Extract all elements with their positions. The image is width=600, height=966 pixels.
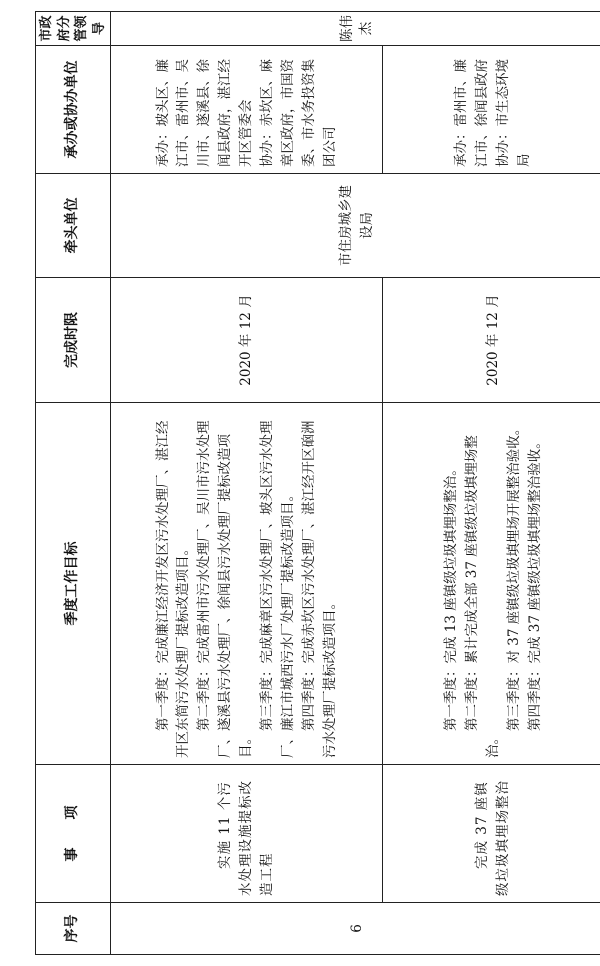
header-responsible: 承办或协办单位 [36,46,111,174]
goal-q3: 第三季度：完成麻章区污水处理厂、坡头区污水处理厂、廉江市城西污水厂处理厂提标改造项目。 [259,420,297,758]
leader-name: 陈伟杰 [111,12,600,46]
goal-q4: 第四季度：完成赤坎区污水处理厂、湛江经开区硇洲污水处理厂提标改造项目。 [300,420,338,758]
header-lead-unit: 牵头单位 [36,174,111,278]
responsible-assist: 协办：市生态环境局 [495,59,533,167]
responsible-cell [383,46,600,174]
item-name: 实施 11 个污水处理设施提标改造工程 [111,765,383,903]
table-row [111,12,383,955]
goal-q4: 第四季度：完成 37 座镇级垃圾填埋场整治验收。 [526,435,543,731]
deadline: 2020 年 12 月 [383,278,600,403]
header-deadline: 完成时限 [36,278,111,403]
header-seq: 序号 [36,903,111,955]
goal-q1: 第一季度：完成廉江经济开发区污水处理厂、湛江经开区东简污水处理厂提标改造项目。 [154,420,192,758]
header-row [36,12,111,955]
responsible-host: 承办：雷州市、廉江市、徐闻县政府 [453,59,491,167]
rotated-table-wrapper [35,12,583,955]
task-table [35,11,600,955]
lead-unit: 市住房城乡建设局 [111,174,600,278]
goal-q2: 第二季度：累计完成全部 37 座镇级垃圾填埋场整治。 [463,435,501,758]
item-name: 完成 37 座镇级垃圾填埋场整治 [383,765,600,903]
goal-q2: 第二季度：完成雷州市污水处理厂、吴川市污水处理厂、遂溪县污水处理厂、徐闻县污水处理厂提标改造项目。 [196,420,255,758]
seq-number: 6 [111,903,600,955]
table-row [383,12,600,955]
responsible-cell [111,46,383,174]
goals-cell [111,403,383,765]
responsible-host: 承办：坡头区、廉江市、雷州市、吴川市、遂溪县、徐闻县政府，湛江经开区管委会 [154,59,255,167]
goals-cell [383,403,600,765]
header-item: 事 项 [36,765,111,903]
goal-q3: 第三季度：对 37 座镇级垃圾填埋场开展整治验收。 [505,421,522,731]
header-leader: 市政府分管领导 [36,12,111,46]
goal-q1: 第一季度：完成 13 座镇级垃圾填埋场整治。 [442,462,459,731]
deadline: 2020 年 12 月 [111,278,383,403]
responsible-assist: 协办：赤坎区、麻章区政府，市国资委、市水务投资集团公司 [259,59,338,167]
header-goals: 季度工作目标 [36,403,111,765]
